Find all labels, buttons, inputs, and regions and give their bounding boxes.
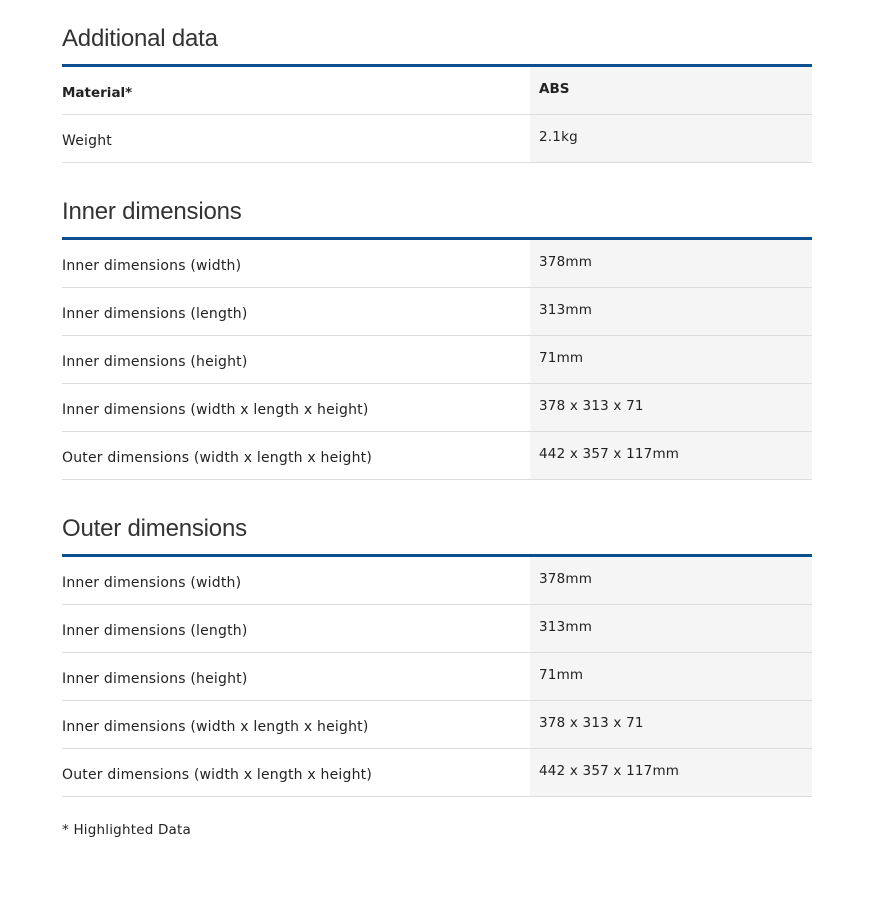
row-label: Weight xyxy=(62,133,112,149)
row-label: Material* xyxy=(62,85,133,101)
row-label: Inner dimensions (width x length x height) xyxy=(62,719,369,735)
table-row xyxy=(62,653,812,701)
data-table xyxy=(62,237,812,480)
table-row xyxy=(62,115,812,163)
row-value: 378 x 313 x 71 xyxy=(530,701,812,748)
row-label: Inner dimensions (height) xyxy=(62,671,248,687)
row-value: 378mm xyxy=(530,240,812,287)
data-table xyxy=(62,64,812,163)
row-label: Outer dimensions (width x length x height) xyxy=(62,767,373,783)
row-label: Inner dimensions (height) xyxy=(62,354,248,370)
row-label: Inner dimensions (width) xyxy=(62,258,242,274)
table-row xyxy=(62,701,812,749)
table-row xyxy=(62,288,812,336)
table-row xyxy=(62,336,812,384)
table-row xyxy=(62,557,812,605)
row-value: 378mm xyxy=(530,557,812,604)
row-value: ABS xyxy=(530,67,812,114)
row-value: 71mm xyxy=(530,653,812,700)
row-label: Inner dimensions (length) xyxy=(62,306,248,322)
row-value: 442 x 357 x 117mm xyxy=(530,749,812,796)
row-label: Outer dimensions (width x length x height) xyxy=(62,450,373,466)
row-label: Inner dimensions (width x length x height) xyxy=(62,402,369,418)
section-title: Additional data xyxy=(62,25,218,52)
table-row xyxy=(62,67,812,115)
row-value: 71mm xyxy=(530,336,812,383)
row-value: 378 x 313 x 71 xyxy=(530,384,812,431)
section-inner-dimensions xyxy=(62,197,812,480)
table-row xyxy=(62,432,812,480)
row-value: 2.1kg xyxy=(530,115,812,162)
row-value: 442 x 357 x 117mm xyxy=(530,432,812,479)
table-row xyxy=(62,240,812,288)
table-row xyxy=(62,749,812,797)
table-row xyxy=(62,384,812,432)
footnote: * Highlighted Data xyxy=(62,822,191,838)
section-additional-data xyxy=(62,24,812,163)
section-outer-dimensions xyxy=(62,514,812,797)
row-label: Inner dimensions (width) xyxy=(62,575,242,591)
section-title: Inner dimensions xyxy=(62,198,242,225)
table-row xyxy=(62,605,812,653)
row-label: Inner dimensions (length) xyxy=(62,623,248,639)
row-value: 313mm xyxy=(530,605,812,652)
section-title: Outer dimensions xyxy=(62,515,247,542)
row-value: 313mm xyxy=(530,288,812,335)
data-table xyxy=(62,554,812,797)
